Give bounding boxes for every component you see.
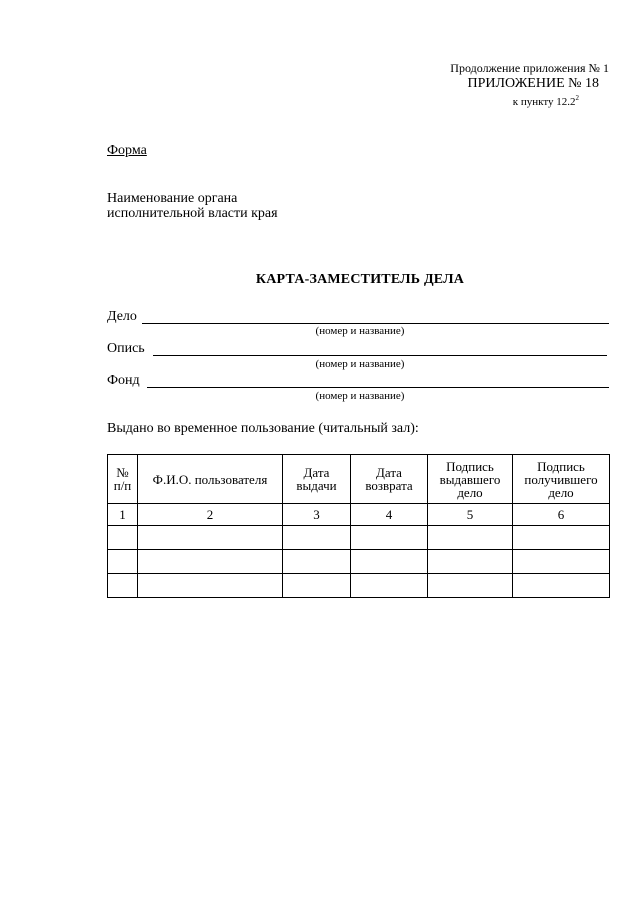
column-number: 1 — [108, 504, 138, 526]
field-opis-hint: (номер и название) — [315, 358, 405, 370]
table-cell[interactable] — [138, 526, 283, 550]
header-return-date-line1: Дата — [376, 465, 402, 480]
table-cell[interactable] — [283, 526, 351, 550]
table-cell[interactable] — [513, 574, 610, 598]
table-cell[interactable] — [513, 526, 610, 550]
form-label: Форма — [107, 143, 147, 158]
table-cell[interactable] — [138, 574, 283, 598]
field-delo-label: Дело — [107, 309, 137, 324]
table-header-row — [108, 455, 610, 504]
header-number-line2: п/п — [113, 478, 132, 493]
appendix-number: ПРИЛОЖЕНИЕ № 18 — [467, 76, 599, 91]
table-cell[interactable] — [351, 526, 428, 550]
table-cell[interactable] — [108, 526, 138, 550]
organ-name — [107, 191, 278, 221]
field-delo-hint: (номер и название) — [315, 325, 405, 337]
header-user-name — [138, 455, 283, 504]
issued-text: Выдано во временное пользование (читальный зал): — [107, 421, 419, 436]
continuation-note: Продолжение приложения № 1 — [450, 61, 609, 75]
issue-table — [107, 454, 610, 598]
column-number: 2 — [138, 504, 283, 526]
table-cell[interactable] — [138, 550, 283, 574]
table-cell[interactable] — [428, 526, 513, 550]
header-receiver-signature — [513, 455, 610, 504]
table-row — [108, 526, 610, 550]
organ-name-line1: Наименование органа — [107, 191, 238, 206]
column-number-row — [108, 504, 610, 526]
field-opis — [107, 340, 607, 356]
header-receiver-signature-line2: получившего — [524, 471, 598, 487]
point-reference-text: к пункту 12.2 — [512, 96, 576, 108]
column-number: 3 — [283, 504, 351, 526]
appendix-header — [450, 61, 609, 108]
header-number — [108, 455, 138, 504]
field-fond-line[interactable] — [147, 375, 609, 388]
header-issuer-signature-line2: выдавшего — [439, 471, 501, 487]
field-fond — [107, 372, 609, 388]
field-delo — [107, 308, 609, 324]
table-cell[interactable] — [351, 574, 428, 598]
document-title: КАРТА-ЗАМЕСТИТЕЛЬ ДЕЛА — [255, 272, 465, 287]
header-user-name-line1: Ф.И.О. пользователя — [152, 471, 268, 487]
field-opis-line[interactable] — [153, 343, 607, 356]
table-cell[interactable] — [108, 550, 138, 574]
field-fond-hint: (номер и название) — [315, 390, 405, 402]
header-number-line1: № — [116, 465, 129, 480]
column-number: 5 — [428, 504, 513, 526]
header-issue-date-line2: выдачи — [296, 478, 337, 493]
header-issuer-signature-line3: дело — [457, 484, 483, 500]
field-opis-label: Опись — [107, 341, 145, 356]
header-receiver-signature-line3: дело — [548, 484, 574, 500]
field-delo-line[interactable] — [142, 311, 609, 324]
table-cell[interactable] — [428, 550, 513, 574]
header-return-date — [351, 455, 428, 504]
table-row — [108, 574, 610, 598]
organ-name-line2: исполнительной власти края — [107, 206, 278, 221]
column-number: 6 — [513, 504, 610, 526]
header-issue-date — [283, 455, 351, 504]
point-reference-superscript: 2 — [575, 94, 579, 102]
table-cell[interactable] — [428, 574, 513, 598]
field-fond-label: Фонд — [107, 373, 140, 388]
table-cell[interactable] — [351, 550, 428, 574]
header-receiver-signature-line1: Подпись — [537, 458, 585, 474]
table-cell[interactable] — [108, 574, 138, 598]
table-cell[interactable] — [283, 550, 351, 574]
table-row — [108, 550, 610, 574]
header-return-date-line2: возврата — [365, 478, 413, 493]
point-reference — [450, 92, 609, 108]
table-cell[interactable] — [283, 574, 351, 598]
header-issuer-signature-line1: Подпись — [446, 458, 494, 474]
column-number: 4 — [351, 504, 428, 526]
table-cell[interactable] — [513, 550, 610, 574]
header-issue-date-line1: Дата — [303, 465, 330, 480]
header-issuer-signature — [428, 455, 513, 504]
